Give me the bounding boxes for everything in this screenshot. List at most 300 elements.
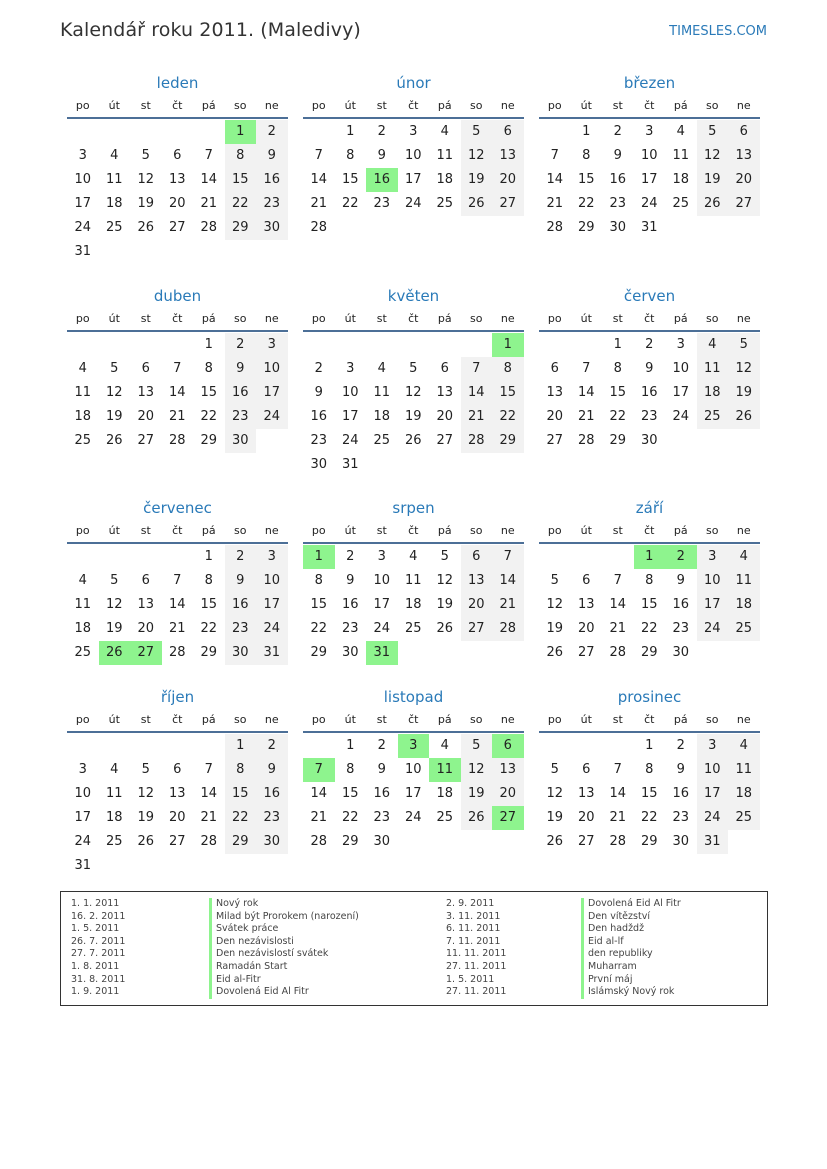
day-cell: 8 [204,361,213,376]
day-cell: 29 [577,220,595,235]
day-cell: 3 [645,124,654,139]
empty-cell [539,545,571,569]
weekday-label: po [547,524,562,537]
weekday-label: út [344,713,356,726]
day-cell: 22 [577,196,595,211]
day-cell: 8 [645,573,654,588]
day-cell: 4 [409,549,418,564]
day-cell: 24 [256,405,288,429]
day-cell: 21 [310,196,328,211]
weekday-label: pá [673,312,688,325]
weekday-label: ne [736,524,751,537]
weekday-label: po [547,713,562,726]
day-cell: 28 [461,429,493,453]
day-grid [67,333,288,453]
weekday-header [303,520,524,544]
day-cell: 30 [640,433,658,448]
day-cell: 1 [346,738,355,753]
day-cell: 28 [492,617,524,641]
day-cell: 10 [640,148,658,163]
empty-cell [130,734,162,758]
holiday-day-cell: 26 [99,641,131,665]
legend-holiday-name: Islámský Nový rok [581,986,681,999]
weekday-label: so [470,713,483,726]
holiday-day-cell: 1 [225,120,257,144]
weekday-label: st [140,99,151,112]
day-cell: 9 [613,148,622,163]
day-cell: 2 [256,734,288,758]
day-cell: 4 [78,361,87,376]
weekday-label: čt [172,713,183,726]
day-cell: 8 [613,361,622,376]
day-cell: 21 [168,409,186,424]
legend-right-names [581,898,681,999]
weekday-label: pá [437,524,452,537]
day-cell: 28 [546,220,564,235]
day-cell: 6 [728,120,760,144]
weekday-label: pá [201,99,216,112]
weekday-header [539,95,760,119]
day-cell: 20 [577,810,595,825]
day-grid [303,120,524,240]
day-cell: 21 [168,621,186,636]
empty-cell [99,545,131,569]
month-11 [303,685,524,854]
legend-holiday-name: Eid al-Fitr [209,974,359,987]
month-3 [539,71,760,240]
legend-holiday-name: Den nezávislosti [209,936,359,949]
legend-holiday-name: Dovolená Eid Al Fitr [581,898,681,911]
empty-cell [130,545,162,569]
day-cell: 21 [492,593,524,617]
day-cell: 29 [640,645,658,660]
month-name: říjen [160,688,195,706]
day-cell: 12 [105,597,123,612]
day-cell: 9 [225,357,257,381]
day-cell: 19 [546,810,564,825]
day-cell: 8 [346,762,355,777]
day-cell: 11 [404,573,422,588]
day-cell: 17 [256,381,288,405]
day-cell: 14 [168,597,186,612]
day-cell: 12 [436,573,454,588]
day-cell: 3 [346,361,355,376]
day-cell: 12 [461,758,493,782]
month-10 [67,685,288,878]
day-cell: 28 [310,834,328,849]
day-cell: 5 [550,573,559,588]
day-cell: 22 [492,405,524,429]
day-cell: 4 [676,124,685,139]
day-cell: 6 [440,361,449,376]
weekday-label: so [706,524,719,537]
day-cell: 31 [74,858,92,873]
day-cell: 3 [256,333,288,357]
weekday-label: ne [500,99,515,112]
weekday-label: so [470,99,483,112]
day-cell: 23 [373,810,391,825]
day-cell: 23 [672,621,690,636]
day-cell: 1 [613,337,622,352]
weekday-label: čt [408,713,419,726]
day-cell: 28 [200,220,218,235]
weekday-label: st [612,99,623,112]
day-cell: 14 [492,569,524,593]
day-cell: 27 [168,220,186,235]
legend-date: 1. 9. 2011 [71,986,120,998]
day-cell: 18 [105,196,123,211]
day-cell: 4 [110,762,119,777]
day-grid [539,333,760,453]
day-cell: 30 [609,220,627,235]
weekday-label: so [234,524,247,537]
holiday-day-cell: 27 [130,641,162,665]
day-cell: 24 [672,409,690,424]
day-cell: 17 [373,597,391,612]
day-cell: 6 [461,545,493,569]
empty-cell [571,545,603,569]
empty-cell [335,333,367,357]
day-cell: 17 [74,196,92,211]
day-cell: 16 [225,381,257,405]
empty-cell [539,734,571,758]
day-cell: 8 [645,762,654,777]
month-9 [539,496,760,665]
weekday-label: čt [644,713,655,726]
weekday-label: út [344,524,356,537]
empty-cell [571,734,603,758]
day-cell: 19 [105,621,123,636]
day-cell: 5 [461,734,493,758]
day-cell: 20 [728,168,760,192]
legend-holiday-name: Svátek práce [209,923,359,936]
day-cell: 15 [310,597,328,612]
weekday-label: út [344,99,356,112]
day-cell: 22 [310,621,328,636]
day-cell: 9 [676,573,685,588]
day-cell: 15 [577,172,595,187]
weekday-label: po [311,713,326,726]
day-cell: 7 [173,361,182,376]
day-cell: 24 [697,806,729,830]
day-cell: 13 [137,597,155,612]
day-cell: 4 [728,545,760,569]
month-name: únor [396,74,431,92]
day-cell: 28 [577,433,595,448]
day-cell: 21 [310,810,328,825]
day-cell: 11 [105,786,123,801]
weekday-header [303,95,524,119]
day-cell: 19 [728,381,760,405]
day-cell: 11 [728,758,760,782]
weekday-header [539,709,760,733]
day-cell: 9 [645,361,654,376]
day-cell: 16 [672,786,690,801]
day-cell: 9 [225,569,257,593]
day-cell: 5 [728,333,760,357]
day-cell: 21 [546,196,564,211]
weekday-label: út [580,99,592,112]
day-cell: 17 [404,786,422,801]
day-cell: 6 [582,762,591,777]
day-cell: 29 [609,433,627,448]
month-name: červen [623,287,676,305]
empty-cell [162,333,194,357]
day-cell: 13 [168,786,186,801]
day-cell: 8 [314,573,323,588]
day-grid [67,734,288,878]
legend-holiday-name: Ramadán Start [209,961,359,974]
weekday-label: po [75,524,90,537]
day-cell: 24 [404,810,422,825]
day-cell: 3 [78,762,87,777]
day-cell: 19 [461,782,493,806]
day-cell: 30 [225,641,257,665]
day-cell: 24 [404,196,422,211]
day-cell: 27 [461,617,493,641]
day-cell: 31 [697,830,729,854]
day-cell: 13 [492,144,524,168]
empty-cell [429,333,461,357]
day-cell: 1 [204,337,213,352]
day-cell: 25 [672,196,690,211]
empty-cell [99,734,131,758]
day-cell: 24 [74,834,92,849]
month-name: září [635,499,664,517]
weekday-label: čt [172,524,183,537]
day-cell: 26 [137,220,155,235]
day-cell: 12 [728,357,760,381]
day-cell: 12 [546,786,564,801]
day-cell: 16 [341,597,359,612]
day-cell: 13 [728,144,760,168]
day-cell: 30 [225,429,257,453]
day-cell: 13 [546,385,564,400]
weekday-label: út [108,524,120,537]
day-cell: 20 [546,409,564,424]
day-cell: 29 [200,645,218,660]
day-cell: 3 [78,148,87,163]
day-cell: 31 [341,457,359,472]
day-cell: 22 [341,196,359,211]
day-cell: 30 [256,830,288,854]
weekday-label: út [580,524,592,537]
day-cell: 27 [728,192,760,216]
day-cell: 3 [377,549,386,564]
day-cell: 6 [141,361,150,376]
day-cell: 20 [137,409,155,424]
day-cell: 25 [404,621,422,636]
day-cell: 5 [141,762,150,777]
weekday-label: st [376,524,387,537]
day-cell: 15 [341,172,359,187]
day-cell: 25 [728,617,760,641]
day-cell: 19 [546,621,564,636]
day-cell: 13 [137,385,155,400]
day-cell: 18 [373,409,391,424]
day-cell: 27 [577,834,595,849]
day-cell: 18 [105,810,123,825]
weekday-label: čt [644,99,655,112]
day-cell: 8 [225,758,257,782]
empty-cell [67,333,99,357]
day-cell: 27 [137,433,155,448]
day-cell: 27 [546,433,564,448]
weekday-label: čt [172,99,183,112]
day-grid [303,734,524,854]
weekday-header [67,520,288,544]
day-cell: 24 [373,621,391,636]
weekday-label: ne [264,713,279,726]
day-cell: 15 [640,597,658,612]
day-cell: 29 [310,645,328,660]
day-cell: 11 [373,385,391,400]
day-cell: 25 [74,433,92,448]
legend-holiday-name: Dovolená Eid Al Fitr [209,986,359,999]
day-cell: 13 [492,758,524,782]
day-cell: 2 [676,738,685,753]
day-cell: 16 [640,385,658,400]
brand-link[interactable]: TIMESLES.COM [669,24,767,39]
day-cell: 9 [346,573,355,588]
empty-cell [99,120,131,144]
day-cell: 20 [168,196,186,211]
day-cell: 21 [461,405,493,429]
day-cell: 5 [550,762,559,777]
day-cell: 12 [461,144,493,168]
day-cell: 17 [256,593,288,617]
legend-holiday-name: den republiky [581,948,681,961]
month-8 [303,496,524,665]
day-grid [67,545,288,665]
weekday-label: po [311,99,326,112]
empty-cell [398,333,430,357]
day-cell: 13 [577,597,595,612]
weekday-label: ne [736,312,751,325]
empty-cell [303,734,335,758]
day-cell: 26 [137,834,155,849]
holiday-day-cell: 3 [398,734,430,758]
weekday-header [303,308,524,332]
day-cell: 20 [492,782,524,806]
day-cell: 12 [137,172,155,187]
empty-cell [162,734,194,758]
day-cell: 25 [697,405,729,429]
day-cell: 2 [225,545,257,569]
day-cell: 18 [436,786,454,801]
weekday-label: pá [437,312,452,325]
month-6 [539,284,760,453]
day-cell: 15 [492,381,524,405]
day-grid [539,120,760,240]
weekday-label: st [140,524,151,537]
day-cell: 11 [74,385,92,400]
weekday-label: čt [408,524,419,537]
month-1 [67,71,288,264]
day-cell: 3 [697,734,729,758]
day-cell: 22 [225,192,257,216]
weekday-label: ne [736,713,751,726]
weekday-label: ne [264,524,279,537]
weekday-label: st [140,312,151,325]
legend-right-dates [446,898,506,999]
empty-cell [571,333,603,357]
legend-date: 2. 9. 2011 [446,898,495,909]
legend-holiday-name: Den hadždž [581,923,681,936]
day-cell: 26 [461,192,493,216]
day-cell: 26 [728,405,760,429]
day-cell: 5 [110,361,119,376]
day-cell: 25 [105,220,123,235]
weekday-header [67,709,288,733]
empty-cell [539,333,571,357]
holiday-day-cell: 16 [366,168,398,192]
month-name: srpen [392,499,435,517]
day-cell: 10 [697,569,729,593]
weekday-label: čt [644,524,655,537]
day-cell: 3 [256,545,288,569]
day-cell: 24 [640,196,658,211]
day-cell: 20 [436,409,454,424]
day-cell: 7 [204,762,213,777]
month-name: březen [623,74,676,92]
day-cell: 23 [672,810,690,825]
day-cell: 6 [173,762,182,777]
holiday-day-cell: 1 [492,333,524,357]
day-cell: 17 [697,782,729,806]
legend-date: 27. 11. 2011 [446,960,507,972]
weekday-label: po [311,524,326,537]
day-cell: 14 [310,786,328,801]
day-cell: 30 [672,645,690,660]
day-cell: 26 [697,192,729,216]
weekday-header [67,308,288,332]
day-cell: 15 [200,597,218,612]
day-cell: 18 [672,172,690,187]
empty-cell [602,545,634,569]
day-cell: 10 [373,573,391,588]
weekday-label: ne [500,312,515,325]
legend-holiday-name: Nový rok [209,898,359,911]
day-cell: 7 [461,357,493,381]
legend-date: 27. 7. 2011 [71,948,126,960]
day-cell: 2 [613,124,622,139]
day-cell: 16 [373,786,391,801]
weekday-label: po [311,312,326,325]
day-cell: 22 [341,810,359,825]
weekday-label: ne [500,713,515,726]
day-cell: 9 [377,148,386,163]
day-cell: 29 [492,429,524,453]
day-cell: 10 [74,786,92,801]
day-cell: 17 [74,810,92,825]
day-cell: 26 [546,834,564,849]
holiday-day-cell: 1 [634,545,666,569]
day-cell: 15 [225,168,257,192]
legend-holiday-name: Eid al-lf [581,936,681,949]
day-cell: 7 [582,361,591,376]
day-cell: 10 [74,172,92,187]
day-cell: 19 [137,196,155,211]
day-cell: 23 [225,405,257,429]
legend-date: 3. 11. 2011 [446,910,501,922]
day-cell: 5 [440,549,449,564]
day-cell: 30 [341,645,359,660]
day-cell: 8 [492,357,524,381]
day-cell: 16 [256,168,288,192]
empty-cell [461,333,493,357]
weekday-label: út [108,312,120,325]
